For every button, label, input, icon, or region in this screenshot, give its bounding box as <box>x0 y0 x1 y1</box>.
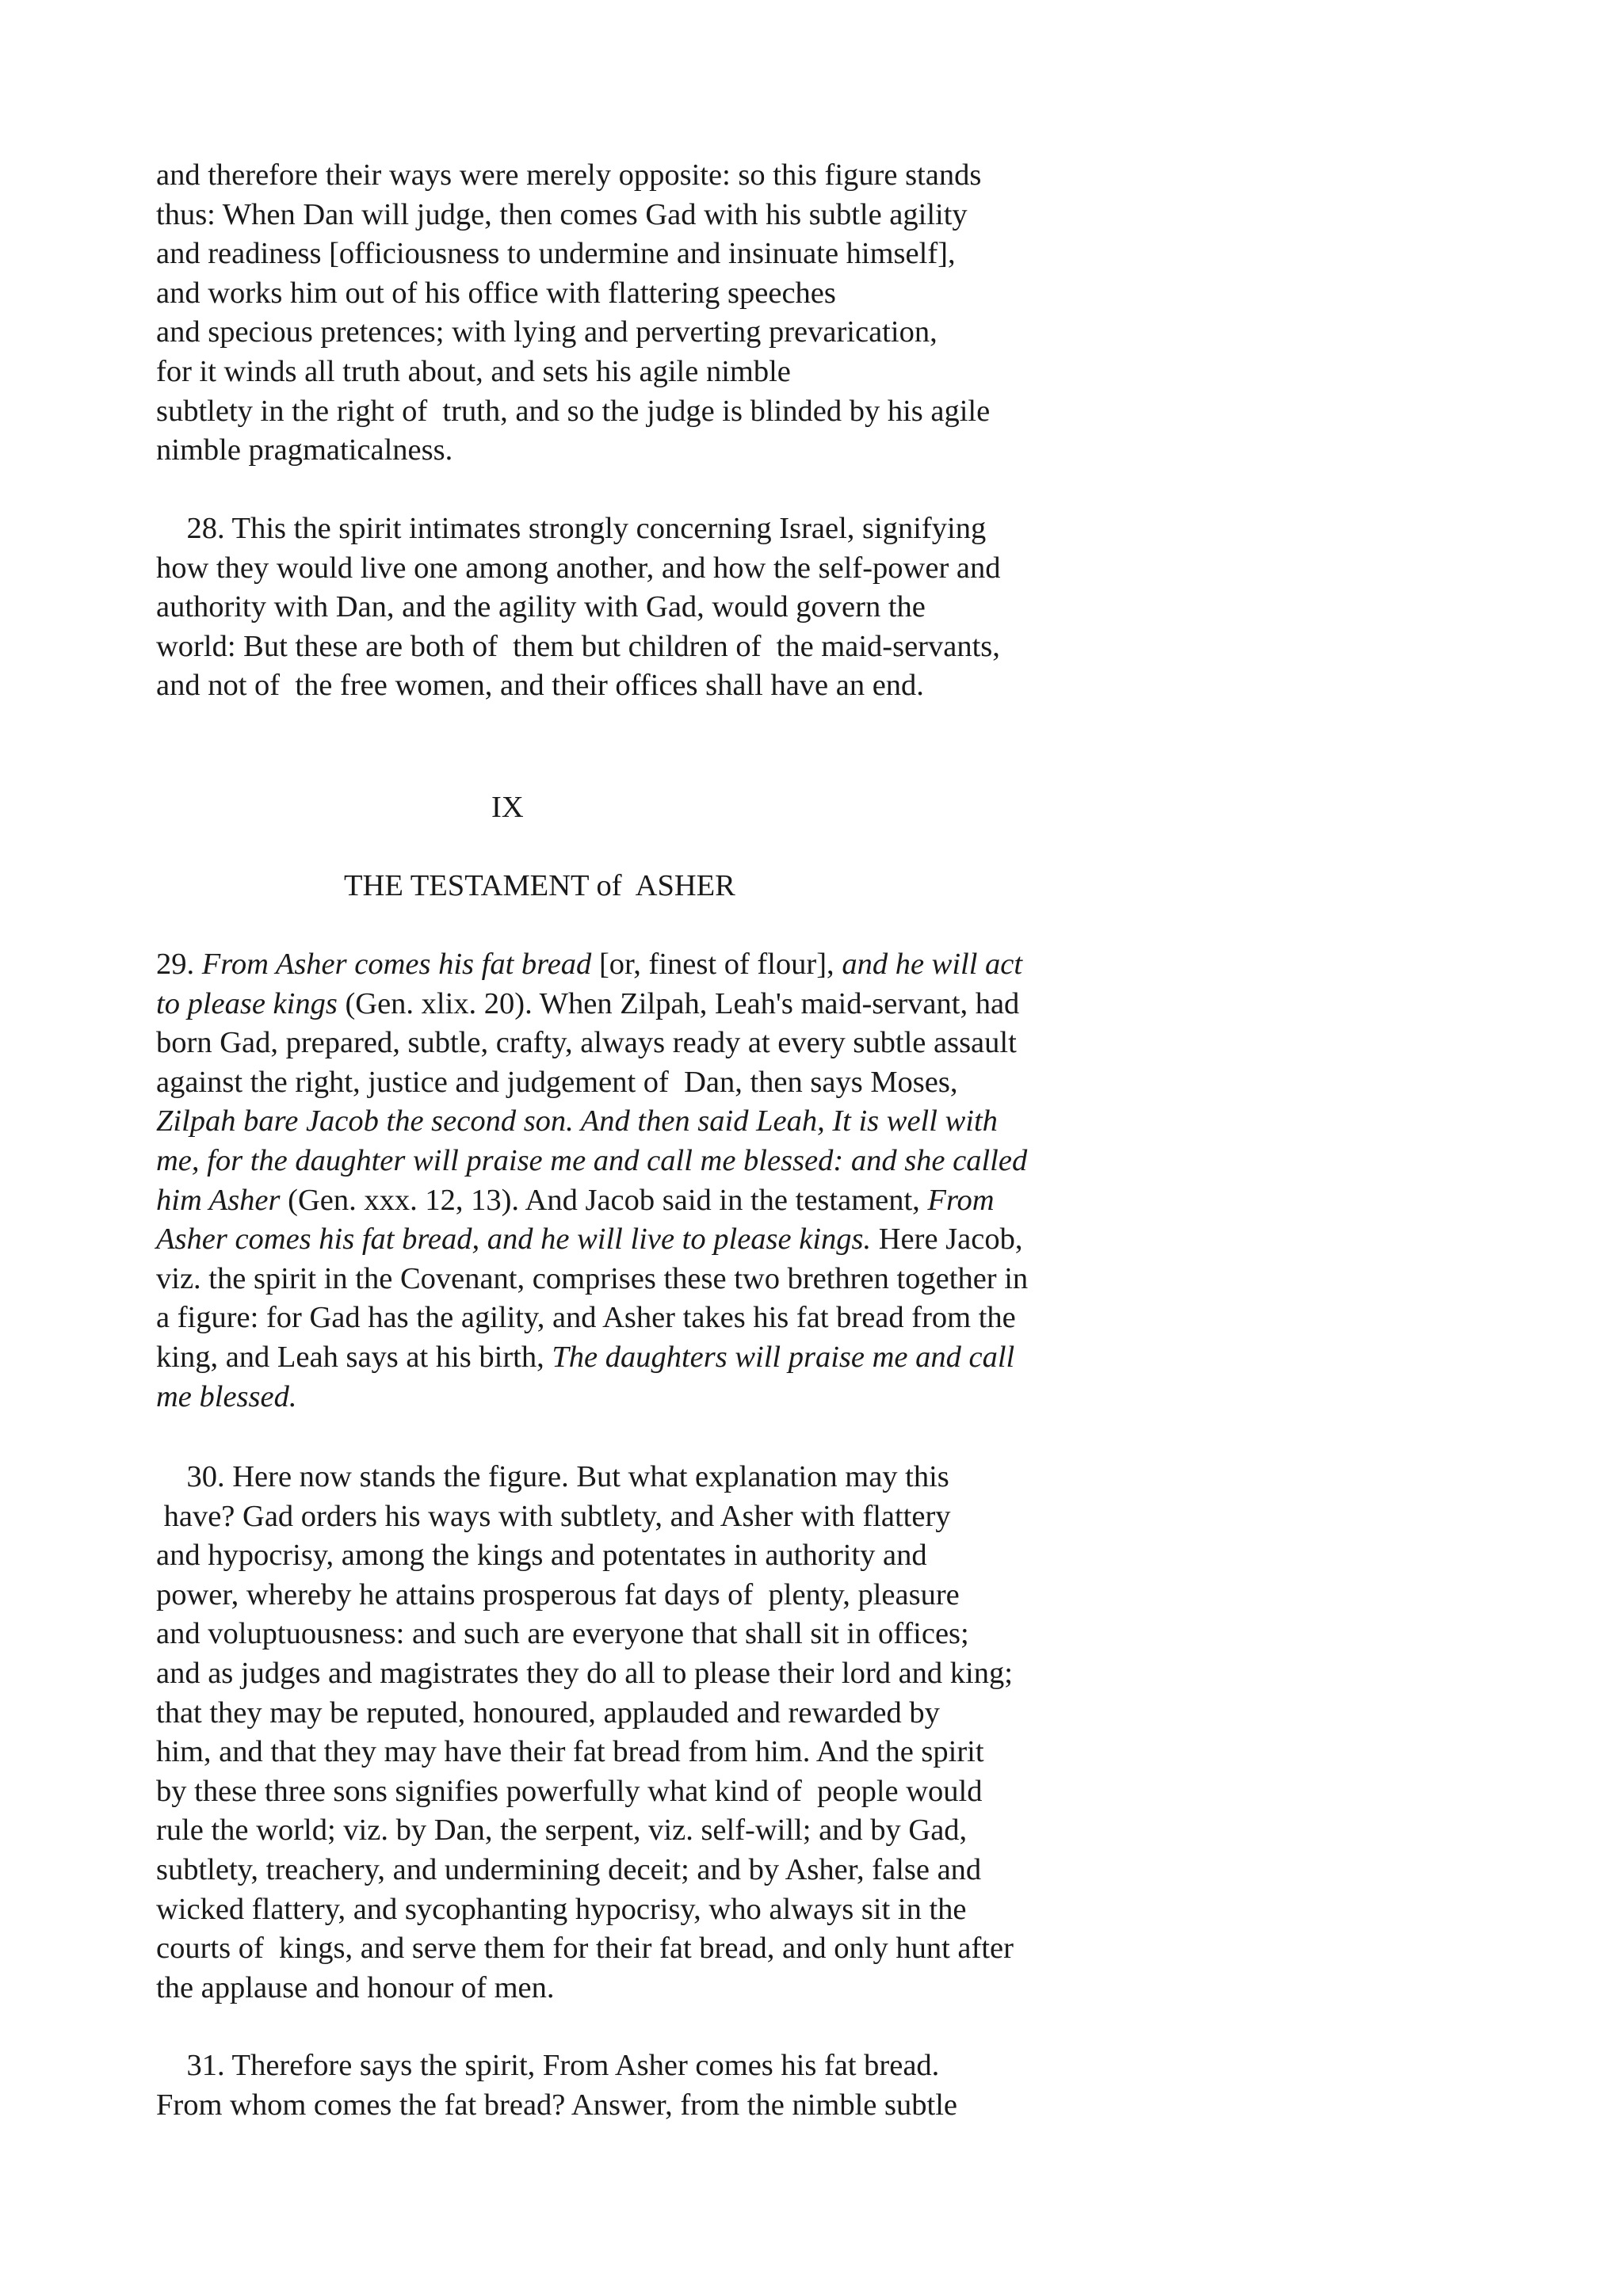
italic-text: The daughters will praise me and call <box>552 1340 1015 1374</box>
text-line: nimble pragmaticalness. <box>156 433 453 467</box>
text-line <box>156 1181 1313 1221</box>
text-line: that they may be reputed, honoured, applauded and rewarded by <box>156 1695 940 1730</box>
text-span: born Gad, prepared, subtle, crafty, always ready at every subtle assault <box>156 1026 1017 1060</box>
text-span: Here Jacob, <box>871 1222 1023 1257</box>
text-line: the applause and honour of men. <box>156 1970 555 2004</box>
text-line <box>156 1299 1313 1338</box>
text-line: and as judges and magistrates they do all to please their lord and king; <box>156 1656 1013 1690</box>
text-span: viz. the spirit in the Covenant, comprises these two brethren together in <box>156 1261 1029 1295</box>
italic-text: me blessed. <box>156 1379 297 1413</box>
text-line <box>156 1260 1313 1299</box>
text-line: power, whereby he attains prosperous fat days of plenty, pleasure <box>156 1577 960 1611</box>
text-line <box>156 1102 1313 1142</box>
text-line: by these three sons signifies powerfully what kind of people would <box>156 1774 983 1808</box>
italic-text: From <box>927 1183 995 1217</box>
italic-text: to please kings <box>156 986 338 1020</box>
text-line <box>156 1024 1313 1063</box>
text-line: how they would live one among another, and how the self-power and <box>156 551 1001 585</box>
text-line: and therefore their ways were merely opposite: so this figure stands <box>156 158 982 192</box>
text-span: king, and Leah says at his birth, <box>156 1340 552 1374</box>
text-line <box>156 1142 1313 1181</box>
italic-text: Asher comes his fat bread, and he will live to please kings. <box>156 1222 872 1257</box>
paragraph-29 <box>156 945 1313 1417</box>
text-line: 31. Therefore says the spirit, From Asher comes his fat bread. <box>156 2049 940 2082</box>
text-line: and works him out of his office with flattering speeches <box>156 276 836 310</box>
italic-text: From Asher comes his fat bread <box>201 948 592 981</box>
text-line: 30. Here now stands the figure. But what explanation may this <box>156 1460 949 1493</box>
italic-text: Zilpah bare Jacob the second son. And then said Leah, It is well with <box>156 1104 998 1138</box>
text-span: [or, finest of flour], <box>591 948 842 981</box>
italic-text: and he will act <box>842 948 1023 981</box>
text-line: and voluptuousness: and such are everyone that shall sit in offices; <box>156 1617 969 1651</box>
text-line: authority with Dan, and the agility with Gad, would govern the <box>156 590 926 624</box>
text-line <box>156 985 1313 1024</box>
text-line: courts of kings, and serve them for their fat bread, and only hunt after <box>156 1932 1014 1966</box>
text-line: have? Gad orders his ways with subtlety, and Asher with flattery <box>156 1499 951 1533</box>
paragraph-31 <box>156 2046 1313 2125</box>
text-line: subtlety in the right of truth, and so the judge is blinded by his agile <box>156 394 991 428</box>
text-line: subtlety, treachery, and undermining deceit; and by Asher, false and <box>156 1852 982 1886</box>
text-line: him, and that they may have their fat bread from him. And the spirit <box>156 1735 984 1769</box>
text-line <box>156 1220 1313 1260</box>
text-line: world: But these are both of them but children of the maid-servants, <box>156 629 1000 663</box>
text-span: against the right, justice and judgement of Dan, then says Moses, <box>156 1065 958 1099</box>
paragraph-intro <box>156 156 1313 471</box>
text-line <box>156 1378 1313 1417</box>
paragraph-30 <box>156 1458 1313 2008</box>
italic-text: me, for the daughter will praise me and call me blessed: and she called <box>156 1143 1028 1177</box>
text-line: rule the world; viz. by Dan, the serpent, viz. self-will; and by Gad, <box>156 1814 968 1848</box>
text-line <box>156 1063 1313 1103</box>
text-span: 29. <box>156 948 202 981</box>
text-span: a figure: for Gad has the agility, and Asher takes his fat bread from the <box>156 1301 1016 1335</box>
text-line: and readiness [officiousness to undermine and insinuate himself], <box>156 237 956 271</box>
text-line: thus: When Dan will judge, then comes Gad with his subtle agility <box>156 197 968 231</box>
text-span: (Gen. xlix. 20). When Zilpah, Leah's maid-servant, had <box>337 986 1020 1020</box>
paragraph-28 <box>156 509 1313 706</box>
text-span: (Gen. xxx. 12, 13). And Jacob said in the testament, <box>280 1183 928 1217</box>
text-line: and not of the free women, and their offices shall have an end. <box>156 669 924 703</box>
section-numeral: IX <box>491 791 524 824</box>
text-line: and hypocrisy, among the kings and potentates in authority and <box>156 1539 927 1573</box>
text-line: From whom comes the fat bread? Answer, from the nimble subtle <box>156 2088 957 2122</box>
italic-text: him Asher <box>156 1183 281 1217</box>
text-line: and specious pretences; with lying and perverting prevarication, <box>156 315 938 349</box>
text-line <box>156 945 1313 985</box>
section-title: THE TESTAMENT of ASHER <box>344 869 735 902</box>
text-line: for it winds all truth about, and sets his agile nimble <box>156 354 791 388</box>
text-line: wicked flattery, and sycophanting hypocrisy, who always sit in the <box>156 1892 967 1926</box>
text-line <box>156 1338 1313 1378</box>
text-line: 28. This the spirit intimates strongly concerning Israel, signifying <box>156 512 987 545</box>
